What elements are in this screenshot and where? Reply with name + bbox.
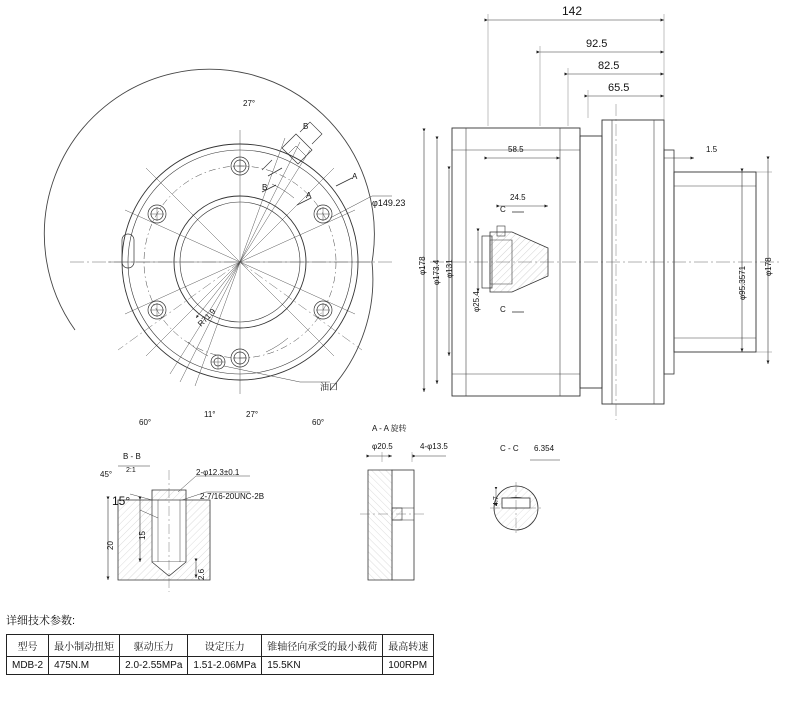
detail-aa-group bbox=[360, 452, 446, 580]
label-radius-71-9: R71.9 bbox=[196, 306, 218, 329]
detail-bb-thread-spec: 2-7/16-20UNC-2B bbox=[200, 492, 265, 501]
dia-95-357: φ95.3571 bbox=[738, 265, 747, 300]
side-view-group bbox=[424, 14, 780, 420]
header-drive-pressure: 驱动压力 bbox=[120, 635, 188, 657]
detail-aa-title: A - A 旋转 bbox=[372, 424, 407, 433]
dia-25-4: φ25.4 bbox=[472, 291, 481, 312]
cell-drive-pressure: 2.0-2.55MPa bbox=[120, 657, 188, 675]
section-c-top: C bbox=[500, 205, 506, 214]
label-oil-port: 油口 bbox=[320, 382, 339, 392]
detail-bb-angle-45: 45° bbox=[100, 470, 113, 479]
label-callout-a-right: A bbox=[352, 172, 358, 181]
label-angle-27-top: 27° bbox=[243, 99, 256, 108]
specs-block bbox=[6, 612, 434, 675]
dia-178-right: φ178 bbox=[764, 257, 773, 276]
label-angle-11: 11° bbox=[204, 410, 216, 419]
dia-178-left: φ178 bbox=[418, 256, 427, 275]
dim-58-5: 58.5 bbox=[508, 145, 524, 154]
header-max-speed: 最高转速 bbox=[383, 635, 434, 657]
dim-92-5: 92.5 bbox=[586, 38, 608, 50]
label-diameter-149: φ149.23 bbox=[372, 198, 406, 208]
section-c-bottom: C bbox=[500, 305, 506, 314]
detail-cc-dim-6-354: 6.354 bbox=[534, 444, 555, 453]
detail-aa-dim-20-5: φ20.5 bbox=[372, 442, 393, 451]
front-view-group bbox=[44, 69, 392, 394]
label-callout-a-inner: A bbox=[306, 191, 312, 200]
dim-65-5: 65.5 bbox=[608, 82, 630, 94]
specs-table bbox=[6, 634, 434, 675]
dim-82-5: 82.5 bbox=[598, 60, 620, 72]
specs-title: 详细技术参数: bbox=[6, 615, 76, 627]
detail-cc-dim-4-7: 4.7 bbox=[493, 496, 500, 506]
detail-aa-dim-13-5: 4-φ13.5 bbox=[420, 442, 448, 451]
dim-142: 142 bbox=[562, 4, 583, 18]
detail-bb-title: B - B bbox=[123, 452, 141, 461]
cell-max-speed: 100RPM bbox=[383, 657, 434, 675]
detail-bb-thread-note: 2-φ12.3±0.1 bbox=[196, 468, 240, 477]
label-callout-b-top: B bbox=[303, 122, 309, 131]
table-row bbox=[7, 657, 434, 675]
header-min-radial-load: 锥轴径向承受的最小载荷 bbox=[262, 635, 383, 657]
label-angle-60-right: 60° bbox=[312, 418, 325, 427]
detail-bb-dim-15: 15 bbox=[138, 531, 147, 540]
detail-bb-scale: 2:1 bbox=[126, 467, 136, 474]
cell-min-radial-load: 15.5KN bbox=[262, 657, 383, 675]
detail-bb-dim-2-6: 2.6 bbox=[197, 568, 206, 580]
label-callout-b-left: B bbox=[262, 183, 268, 192]
header-set-pressure: 设定压力 bbox=[188, 635, 262, 657]
detail-cc-title: C - C bbox=[500, 444, 519, 453]
detail-bb-group bbox=[108, 466, 250, 592]
header-min-brake-torque: 最小制动扭矩 bbox=[49, 635, 120, 657]
header-model: 型号 bbox=[7, 635, 49, 657]
detail-bb-angle-15: 15° bbox=[112, 494, 131, 508]
detail-bb-dim-20: 20 bbox=[106, 541, 115, 550]
dim-1-5: 1.5 bbox=[706, 145, 718, 154]
dim-24-5: 24.5 bbox=[510, 193, 526, 202]
label-angle-27-bottom: 27° bbox=[246, 410, 259, 419]
dia-131: φ131 bbox=[445, 259, 454, 278]
cell-model: MDB-2 bbox=[7, 657, 49, 675]
dia-173-4: φ173.4 bbox=[432, 259, 441, 285]
label-angle-60-left: 60° bbox=[139, 418, 152, 427]
table-header-row bbox=[7, 635, 434, 657]
cell-min-brake-torque: 475N.M bbox=[49, 657, 120, 675]
cell-set-pressure: 1.51-2.06MPa bbox=[188, 657, 262, 675]
